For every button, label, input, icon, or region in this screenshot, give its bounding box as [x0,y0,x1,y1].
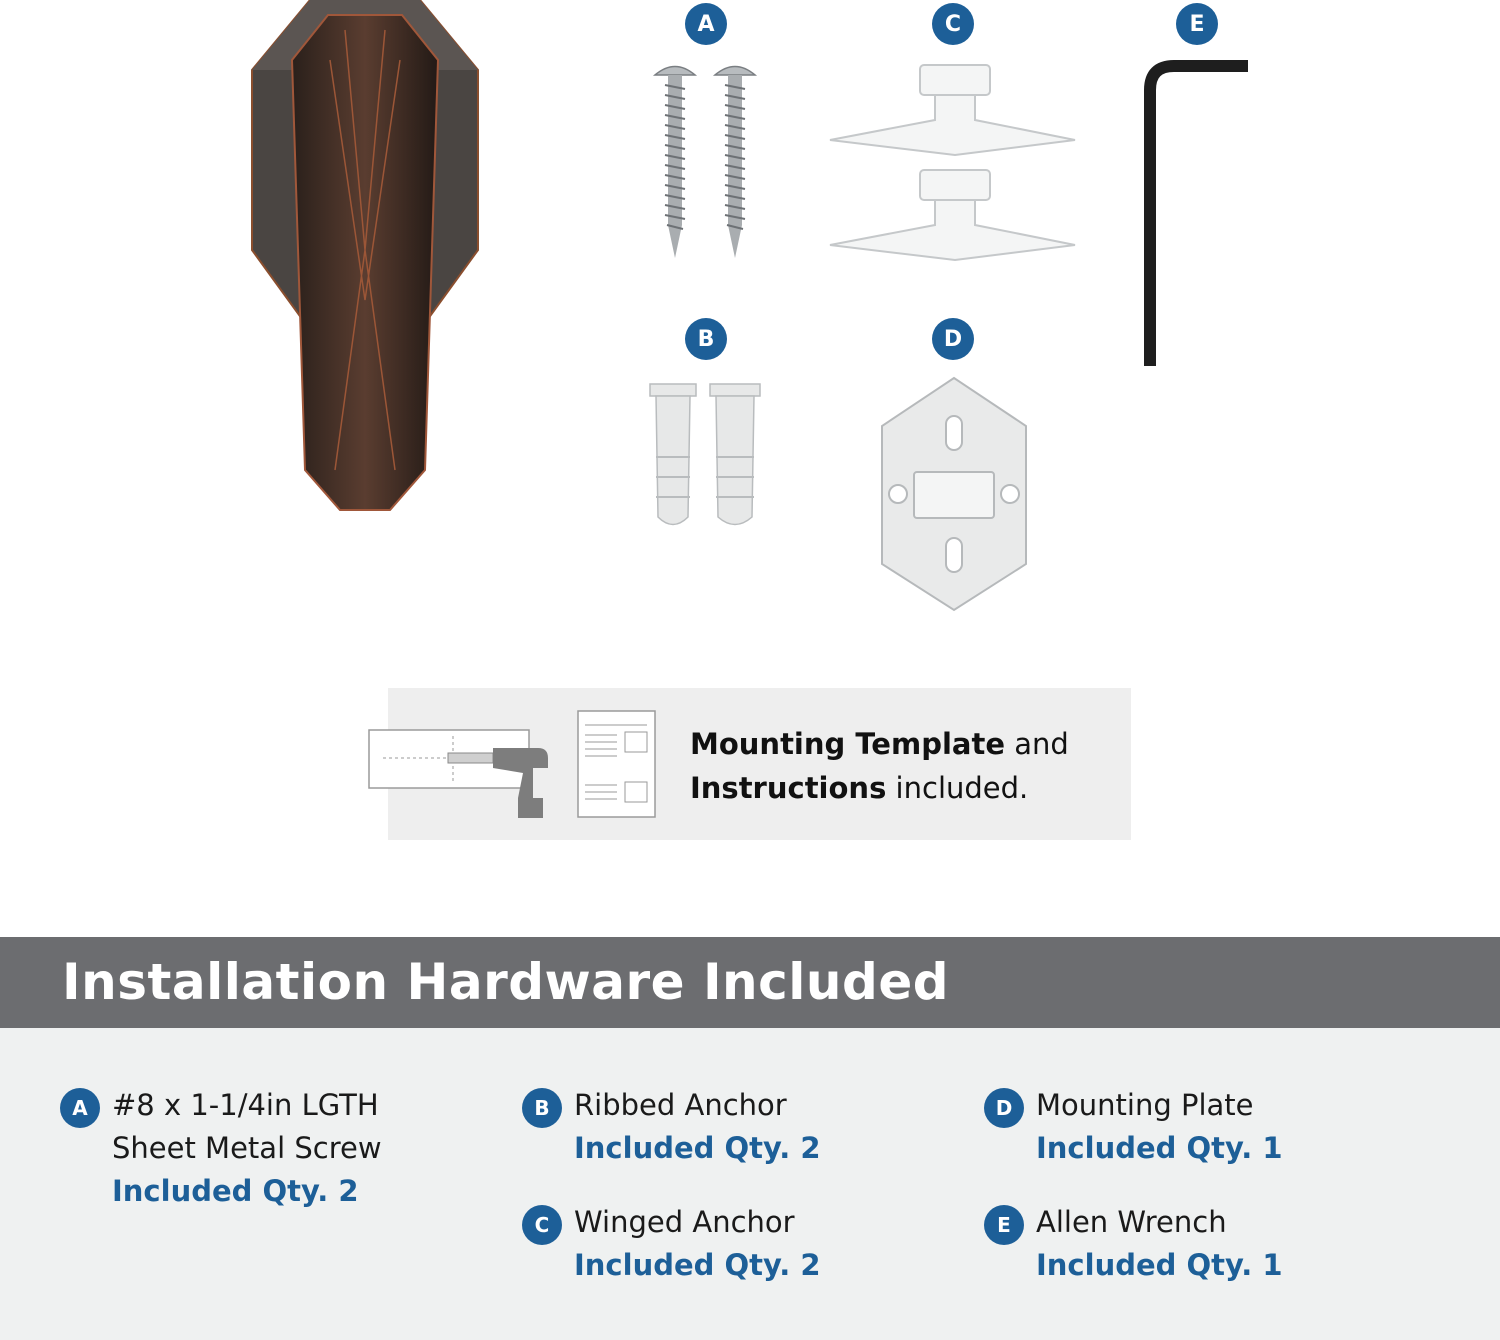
part-b-badge: B [685,318,727,360]
section-title: Installation Hardware Included [62,953,950,1011]
template-rest-2: included. [886,771,1029,805]
template-bold-2: Instructions [690,771,887,805]
legend-qty-d: Included Qty. 1 [1036,1131,1283,1165]
instructions-document-icon [577,710,657,820]
legend-badge-e: E [984,1205,1024,1245]
legend-name-a-2: Sheet Metal Screw [112,1131,382,1165]
legend-name-a-1: #8 x 1-1/4in LGTH [112,1088,379,1122]
legend-qty-c: Included Qty. 2 [574,1248,821,1282]
template-rest-1: and [1005,727,1069,761]
template-bold-1: Mounting Template [690,727,1005,761]
mounting-plate-image [880,378,1028,612]
ribbed-anchors-image [648,382,768,532]
legend-name-d: Mounting Plate [1036,1088,1254,1122]
legend-name-b: Ribbed Anchor [574,1088,787,1122]
legend-qty-b: Included Qty. 2 [574,1131,821,1165]
legend-badge-d: D [984,1088,1024,1128]
robe-hook-image [250,0,480,515]
part-e-badge: E [1176,3,1218,45]
part-a-badge: A [685,3,727,45]
winged-anchors-image [825,60,1085,270]
part-c-badge: C [932,3,974,45]
allen-wrench-image [1142,60,1252,370]
legend-qty-a: Included Qty. 2 [112,1174,359,1208]
legend-qty-e: Included Qty. 1 [1036,1248,1283,1282]
drill-template-icon [368,728,553,820]
legend-badge-a: A [60,1088,100,1128]
template-caption [690,722,1130,810]
screws-image [650,60,770,260]
legend-badge-b: B [522,1088,562,1128]
part-d-badge: D [932,318,974,360]
legend-badge-c: C [522,1205,562,1245]
legend-name-c: Winged Anchor [574,1205,795,1239]
legend-name-e: Allen Wrench [1036,1205,1227,1239]
